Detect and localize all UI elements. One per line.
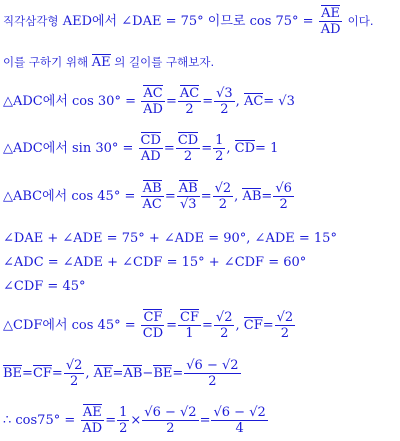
segment: AE: [82, 405, 102, 420]
fraction: [184, 358, 240, 389]
segment: AC: [142, 197, 162, 212]
segment: AC: [179, 86, 200, 101]
segment: AE: [321, 6, 341, 21]
text: 이다.: [347, 14, 374, 28]
text: ,: [235, 94, 240, 109]
segment: AE: [91, 55, 111, 70]
line-5: △ABC에서 cos 45° = $\frac{AB}{AC}$ = $\frac{AB}{√3}$ = $\frac{√2}{2}$ , AB= $\frac{√6}{2}$: [3, 181, 292, 212]
fraction: [275, 310, 296, 341]
text: 이를 구하기 위해: [3, 55, 89, 69]
denominator: 1: [185, 326, 194, 341]
fraction: [214, 86, 235, 117]
fraction: [178, 310, 201, 341]
line-10: BE=CF= $\frac{√2}{2}$ , AE=AB−BE= $\frac{√6 - √2}{2}$: [3, 358, 239, 389]
numerator: √2: [65, 358, 83, 373]
fraction: [142, 405, 198, 436]
segment: AC: [143, 86, 163, 101]
fraction: [141, 86, 165, 117]
segment: BE: [3, 366, 23, 381]
denominator: 2: [208, 374, 217, 389]
segment: AD: [82, 421, 103, 436]
text: ,: [226, 141, 231, 156]
fraction: [178, 86, 201, 117]
segment: AB: [178, 181, 198, 196]
text: ∴ cos75° =: [3, 413, 76, 428]
segment: CF: [32, 366, 52, 381]
denominator: 2: [166, 421, 175, 436]
numerator: √2: [215, 310, 233, 325]
fraction: [80, 405, 104, 436]
denominator: 2: [220, 326, 229, 341]
denominator: 2: [183, 149, 193, 164]
segment: AB: [123, 366, 143, 381]
segment: CD: [140, 133, 161, 148]
numerator: √6 − √2: [213, 405, 266, 420]
text: ×: [130, 413, 142, 428]
segment: CD: [142, 326, 164, 341]
denominator: 2: [69, 374, 79, 389]
text: 의 길이를 구해보자.: [114, 55, 215, 69]
numerator: √2: [214, 181, 232, 196]
segment: BE: [153, 366, 173, 381]
text: 직각삼각형: [3, 14, 59, 28]
denominator: 2: [185, 102, 194, 117]
text: AED에서: [62, 14, 118, 29]
line-7: ∠ADC = ∠ADE + ∠CDF = 15° + ∠CDF = 60°: [3, 255, 307, 270]
segment: CF: [243, 318, 263, 333]
segment: AB: [142, 181, 162, 196]
text: ,: [235, 318, 240, 333]
segment: CD: [177, 133, 199, 148]
denominator: 2: [215, 149, 224, 164]
segment: AE: [93, 366, 113, 381]
fraction: [141, 181, 164, 212]
numerator: √6 − √2: [186, 358, 239, 373]
line-8: ∠CDF = 45°: [3, 279, 86, 294]
segment: AB: [242, 189, 262, 204]
denominator: 2: [220, 102, 229, 117]
denominator: 2: [218, 197, 228, 212]
text: = 1: [255, 141, 279, 156]
fraction: [213, 181, 234, 212]
fraction: [117, 405, 129, 436]
numerator: 1: [215, 133, 224, 148]
fraction: [211, 405, 267, 436]
line-2: [3, 55, 214, 70]
numerator: √6: [275, 181, 292, 196]
text: △ABC에서 cos 45° =: [3, 189, 136, 204]
denominator: 4: [235, 421, 244, 436]
denominator: 2: [119, 421, 128, 436]
text: cos 75° =: [249, 14, 314, 29]
numerator: √6 − √2: [144, 405, 197, 420]
fraction: [214, 310, 235, 341]
fraction: [176, 133, 200, 164]
fraction: [139, 133, 163, 164]
numerator: √3: [216, 86, 233, 101]
denominator: 2: [280, 326, 290, 341]
text: △ADC에서 sin 30° =: [3, 141, 134, 156]
denominator: √3: [179, 197, 197, 212]
text: ∠DAE = 75° 이므로: [121, 14, 246, 29]
line-11: ∴ cos75° = $\frac{AE}{AD}$ = $\frac{1}{2}$ × $\frac{√6 - √2}{2}$ = $\frac{√6 - √2}{4}$: [3, 405, 266, 436]
segment: CF: [143, 310, 163, 325]
fraction: [273, 181, 294, 212]
segment: AD: [143, 102, 163, 117]
fraction: [177, 181, 200, 212]
text: = √3: [263, 94, 295, 109]
line-9: △CDF에서 cos 45° = $\frac{CF}{CD}$ = $\frac{CF}{1}$ = $\frac{√2}{2}$ , CF= $\frac{√2}{2}$: [3, 310, 294, 341]
fraction: [64, 358, 85, 389]
segment: AD: [140, 149, 161, 164]
fraction: [141, 310, 165, 341]
line-6: ∠DAE + ∠ADE = 75° + ∠ADE = 90°, ∠ADE = 15°: [3, 231, 337, 246]
denominator: 2: [279, 197, 288, 212]
fraction: [213, 133, 225, 164]
segment: CD: [234, 141, 256, 156]
numerator: 1: [119, 405, 128, 420]
text: △ADC에서 cos 30° =: [3, 94, 136, 109]
segment: AC: [243, 94, 264, 109]
text: △CDF에서 cos 45° =: [3, 318, 136, 333]
segment: CF: [180, 310, 200, 325]
segment: AD: [320, 22, 341, 37]
text: ,: [234, 189, 239, 204]
fraction: [319, 6, 343, 37]
line-1: [3, 6, 374, 37]
line-3: △ADC에서 cos 30° = $\frac{AC}{AD}$ = $\frac{AC}{2}$ = $\frac{√3}{2}$ , AC= √3: [3, 86, 295, 117]
numerator: √2: [276, 310, 294, 325]
line-4: △ADC에서 sin 30° = $\frac{CD}{AD}$ = $\frac{CD}{2}$ = $\frac{1}{2}$ , CD= 1: [3, 133, 279, 164]
